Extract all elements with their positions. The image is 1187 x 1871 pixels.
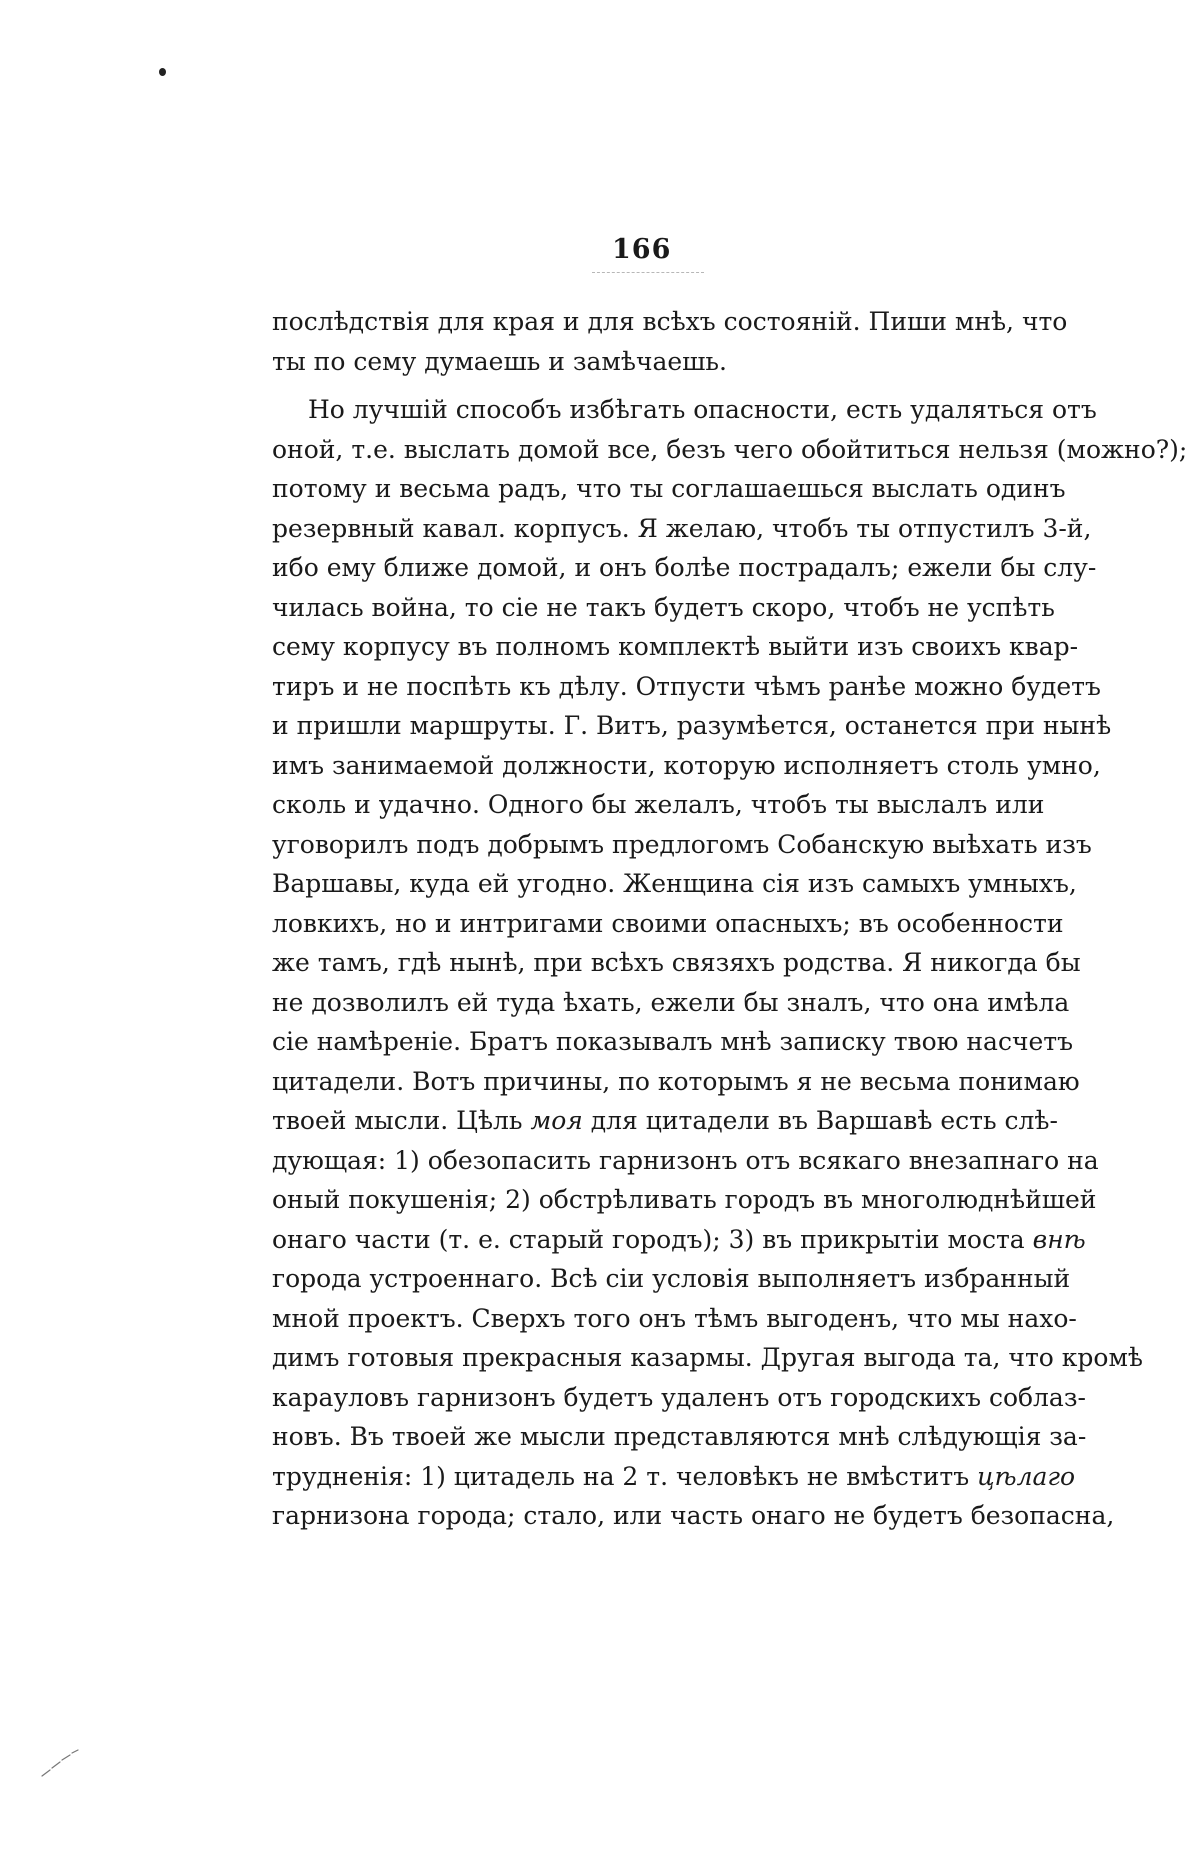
text-segment: для цитадели въ Варшавѣ есть слѣ- bbox=[590, 1106, 1058, 1135]
paragraph-first-line: Но лучшій способъ избѣгать опасности, есть удаляться отъ bbox=[308, 395, 1097, 424]
text-line: сіе намѣреніе. Братъ показывалъ мнѣ записку твою насчетъ bbox=[272, 1027, 1074, 1056]
ink-speck bbox=[159, 68, 166, 76]
text-line: резервный кавал. корпусъ. Я желаю, чтобъ ты отпустилъ 3-й, bbox=[272, 513, 1092, 543]
text-line: послѣдствія для края и для всѣхъ состояній. Пиши мнѣ, что bbox=[272, 307, 1068, 336]
text-line: ловкихъ, но и интригами своими опасныхъ; въ особенности bbox=[272, 908, 1064, 938]
text-line: гарнизона города; стало, или часть онаго не будетъ безопасна, bbox=[272, 1501, 1115, 1530]
italic-word: цѣлаго bbox=[977, 1461, 1076, 1491]
italic-word: моя bbox=[530, 1106, 583, 1135]
text-line: уговорилъ подъ добрымъ предлогомъ Собанскую выѣхать изъ bbox=[272, 829, 1092, 859]
text-line bbox=[272, 1101, 1058, 1141]
text-segment: онаго части (т. е. старый городъ); 3) въ прикрытіи моста bbox=[272, 1224, 1025, 1254]
text-line: карауловъ гарнизонъ будетъ удаленъ отъ городскихъ соблаз- bbox=[272, 1382, 1086, 1412]
text-line: города устроеннаго. Всѣ сіи условія выполняетъ избранный bbox=[272, 1264, 1071, 1293]
text-line: цитадели. Вотъ причины, по которымъ я не весьма понимаю bbox=[272, 1066, 1080, 1096]
text-line: чилась война, то сіе не такъ будетъ скоро, чтобъ не успѣть bbox=[272, 592, 1055, 622]
text-line: потому и весьма радъ, что ты соглашаешься выслать одинъ bbox=[272, 474, 1066, 503]
text-line: мной проектъ. Сверхъ того онъ тѣмъ выгоденъ, что мы нахо- bbox=[272, 1303, 1077, 1333]
text-line: сему корпусу въ полномъ комплектѣ выйти изъ своихъ квар- bbox=[272, 632, 1079, 661]
text-line: оный покушенія; 2) обстрѣливать городъ въ многолюднѣйшей bbox=[272, 1185, 1097, 1214]
text-segment: твоей мысли. Цѣль bbox=[272, 1106, 523, 1135]
page-number: 166 bbox=[612, 234, 672, 265]
text-line: димъ готовыя прекрасныя казармы. Другая выгода та, что кромѣ bbox=[272, 1343, 1143, 1372]
text-line: имъ занимаемой должности, которую исполняетъ столь умно, bbox=[272, 750, 1101, 780]
text-line: оной, т.е. выслать домой все, безъ чего обойтиться нельзя (можно?); bbox=[272, 434, 1187, 464]
text-line: ибо ему ближе домой, и онъ болѣе пострадалъ; ежели бы слу- bbox=[272, 553, 1097, 582]
text-segment: трудненія: 1) цитадель на 2 т. человѣкъ не вмѣститъ bbox=[272, 1461, 970, 1491]
page-number-underline bbox=[592, 272, 704, 279]
italic-word: внѣ bbox=[1032, 1224, 1086, 1254]
text-line: сколь и удачно. Одного бы желалъ, чтобъ ты выслалъ или bbox=[272, 790, 1045, 819]
text-line: ты по сему думаешь и замѣчаешь. bbox=[272, 346, 727, 376]
text-line bbox=[272, 1220, 1086, 1260]
text-line: Варшавы, куда ей угодно. Женщина сія изъ самыхъ умныхъ, bbox=[272, 869, 1077, 898]
pencil-mark-icon bbox=[40, 1748, 80, 1778]
text-line: же тамъ, гдѣ нынѣ, при всѣхъ связяхъ родства. Я никогда бы bbox=[272, 948, 1081, 977]
text-line: не дозволилъ ей туда ѣхать, ежели бы зналъ, что она имѣла bbox=[272, 987, 1070, 1017]
body-text bbox=[272, 302, 1187, 1536]
text-line: новъ. Въ твоей же мысли представляются мнѣ слѣдующія за- bbox=[272, 1422, 1087, 1451]
text-line: дующая: 1) обезопасить гарнизонъ отъ всякаго внезапнаго на bbox=[272, 1145, 1099, 1175]
text-line bbox=[272, 1457, 1076, 1497]
text-line: тиръ и не поспѣть къ дѣлу. Отпусти чѣмъ ранѣе можно будетъ bbox=[272, 671, 1101, 701]
text-line: и пришли маршруты. Г. Витъ, разумѣется, останется при нынѣ bbox=[272, 711, 1112, 740]
